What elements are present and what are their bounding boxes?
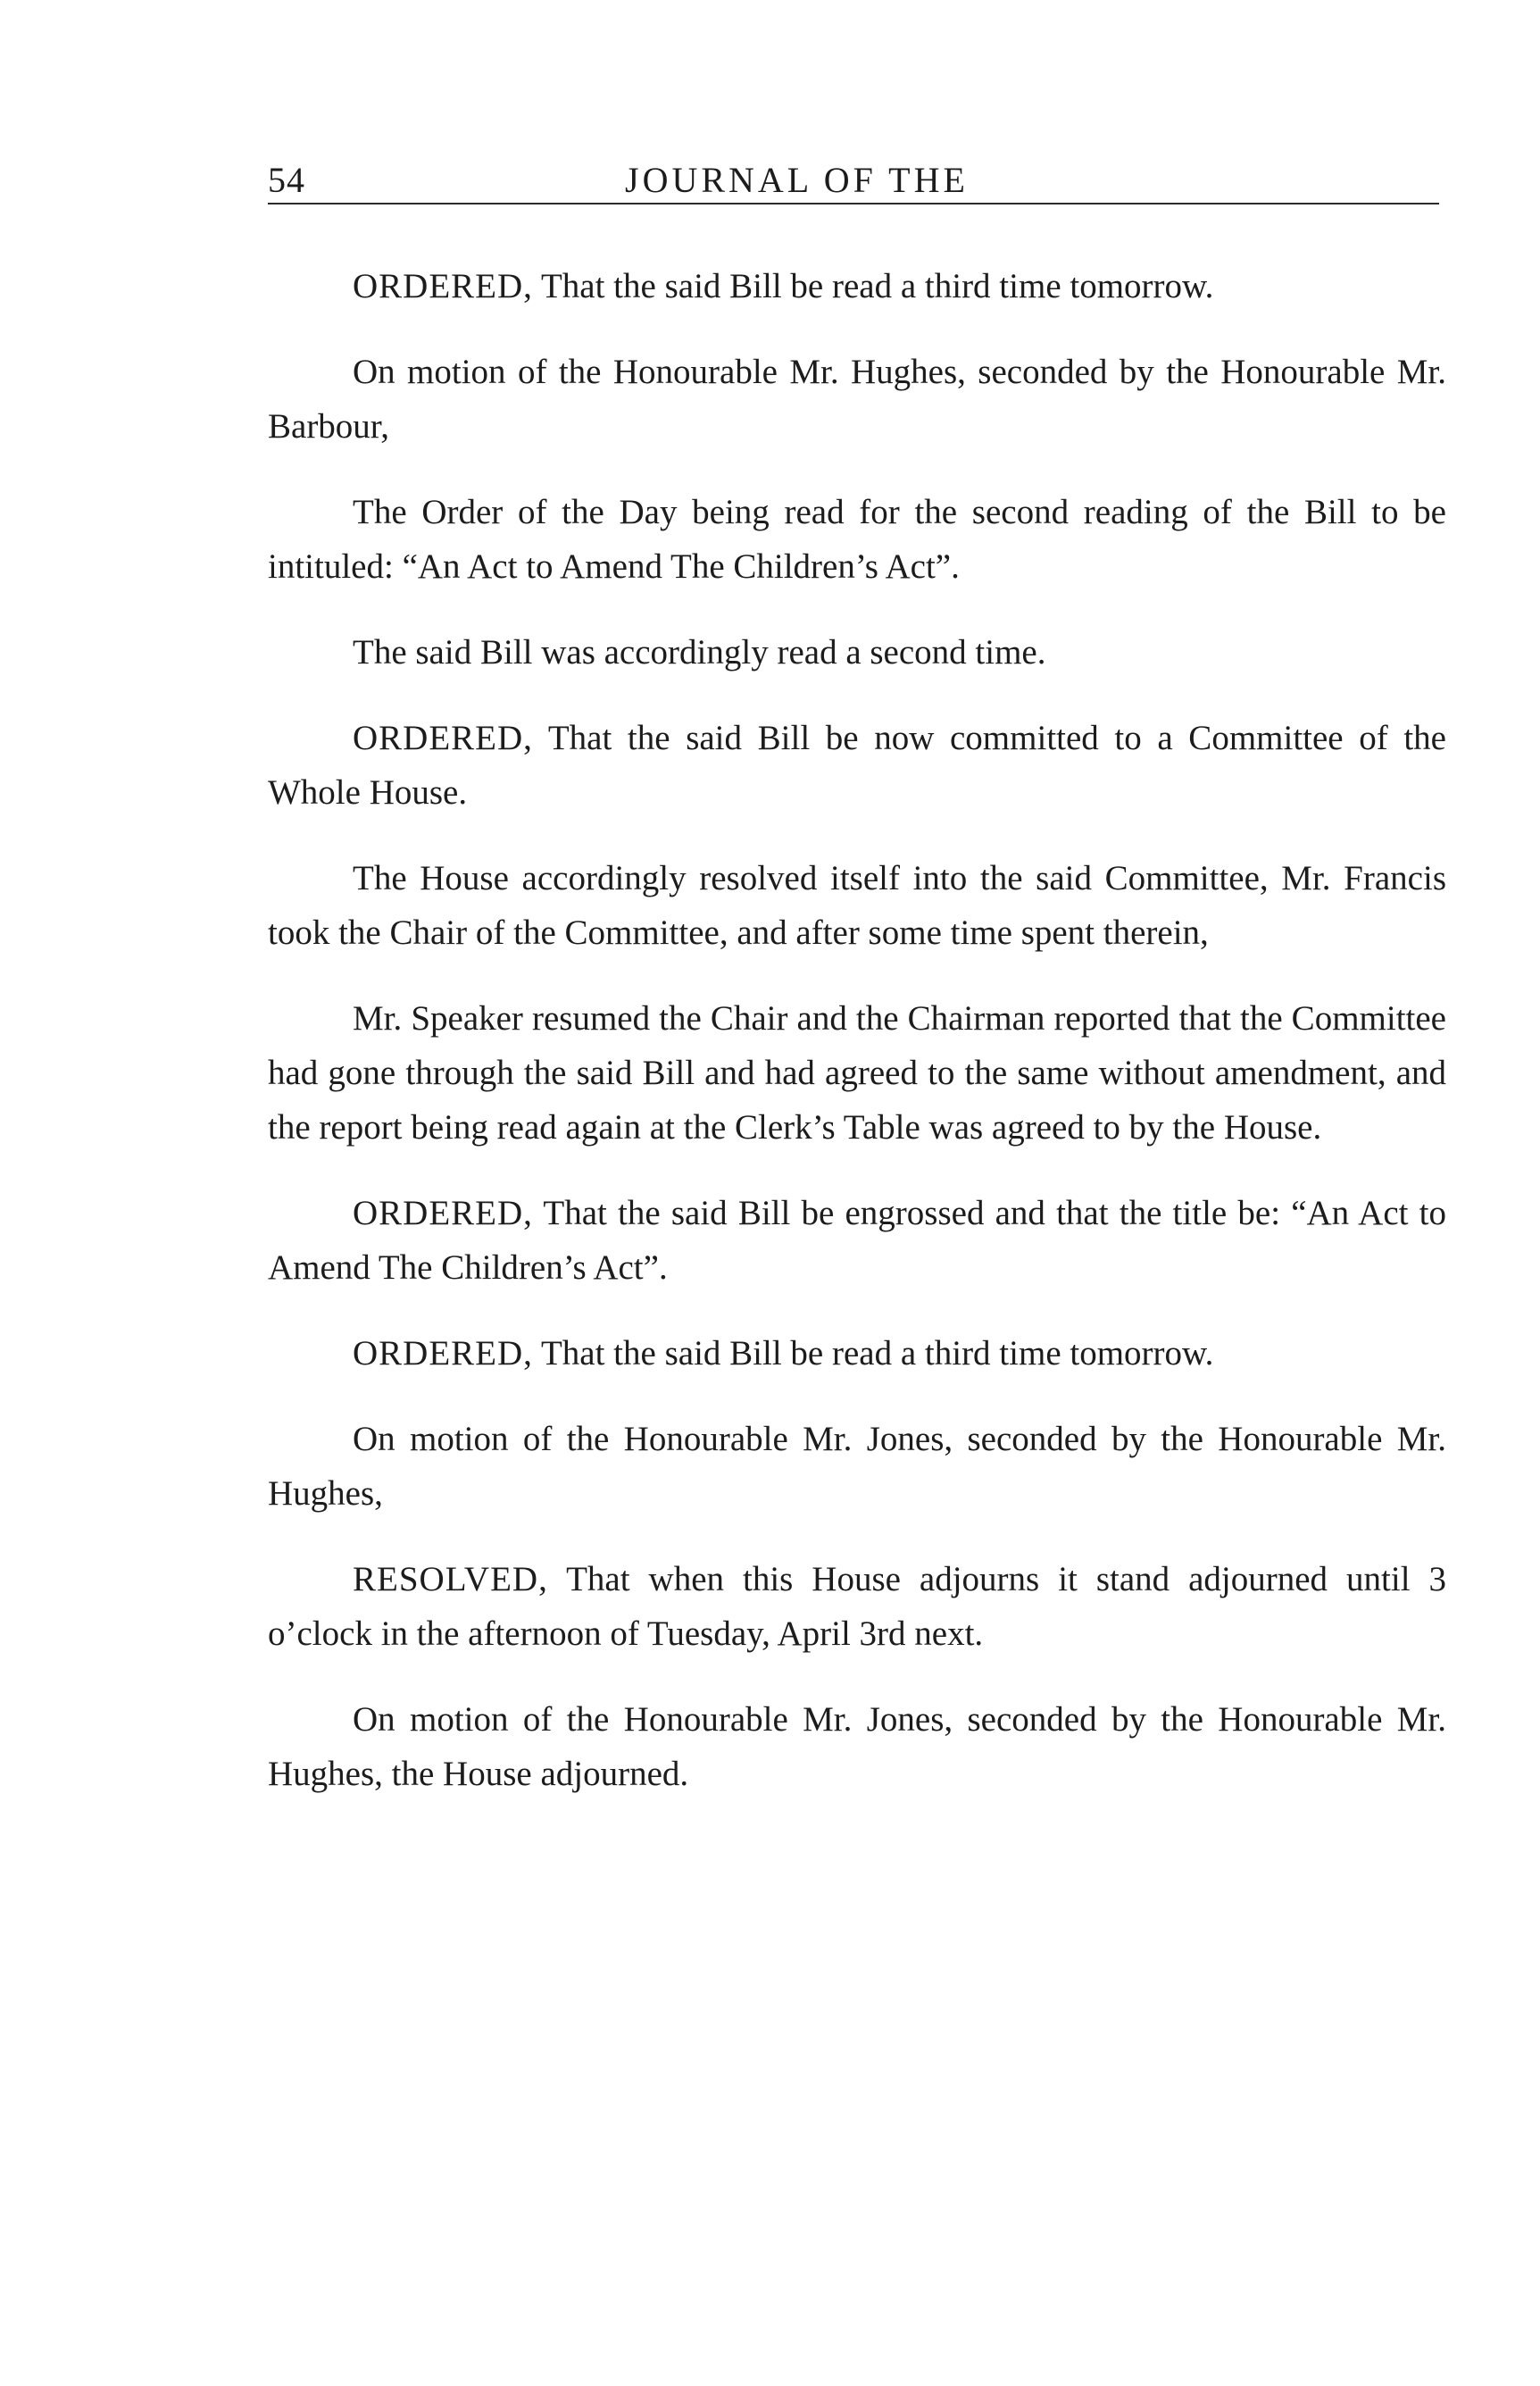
paragraph-order-of-day — [268, 485, 1446, 594]
paragraph-house-adjourned — [268, 1692, 1446, 1801]
paragraph-text: The House accordingly resolved itself into the said Committee, Mr. Francis took the Chair of the Committee, and after some time spent therein, — [268, 859, 1446, 952]
paragraph-text: That the said Bill be engrossed and that the title be: “An Act to Amend The Children’s Act”. — [268, 1194, 1446, 1287]
paragraph-lead: ORDERED, — [353, 267, 533, 305]
paragraph-text: The said Bill was accordingly read a second time. — [353, 633, 1046, 672]
paragraph-text: That the said Bill be read a third time tomorrow. — [540, 267, 1214, 305]
paragraph-speaker-resumed — [268, 991, 1446, 1155]
paragraph-resolved-adjourn — [268, 1552, 1446, 1661]
page-header — [268, 159, 1437, 205]
journal-body — [268, 259, 1446, 1832]
paragraph-motion-jones-hughes — [268, 1412, 1446, 1521]
paragraph-text: That the said Bill be read a third time tomorrow. — [540, 1334, 1214, 1372]
paragraph-ordered-engrossed — [268, 1186, 1446, 1295]
paragraph-ordered-committed — [268, 711, 1446, 820]
paragraph-committee-resolved — [268, 851, 1446, 960]
paragraph-lead: RESOLVED, — [353, 1560, 548, 1598]
paragraph-text: On motion of the Honourable Mr. Hughes, seconded by the Honourable Mr. Barbour, — [268, 353, 1446, 446]
paragraph-lead: ORDERED, — [353, 719, 533, 757]
paragraph-lead: ORDERED, — [353, 1194, 533, 1232]
paragraph-lead: ORDERED, — [353, 1334, 533, 1372]
paragraph-second-reading — [268, 625, 1446, 680]
paragraph-text: The Order of the Day being read for the second reading of the Bill to be intituled: “An Act to Amend The Children’s Act”. — [268, 493, 1446, 586]
paragraph-text: That when this House adjourns it stand adjourned until 3 o’clock in the afternoon of Tuesday, April 3rd next. — [268, 1560, 1446, 1653]
paragraph-ordered-third-reading — [268, 259, 1446, 313]
paragraph-ordered-third-reading-2 — [268, 1326, 1446, 1381]
page-number: 54 — [268, 160, 305, 200]
paragraph-text: That the said Bill be now committed to a Committee of the Whole House. — [268, 719, 1446, 812]
running-title: JOURNAL OF THE — [625, 160, 969, 200]
header-rule — [268, 203, 1439, 204]
paragraph-text: On motion of the Honourable Mr. Jones, seconded by the Honourable Mr. Hughes, the House adjourned. — [268, 1700, 1446, 1793]
paragraph-motion-hughes-barbour — [268, 345, 1446, 454]
paragraph-text: Mr. Speaker resumed the Chair and the Chairman reported that the Committee had gone through the said Bill and had agreed to the same without amendment, and the report being read again at the Clerk’s Table was agreed to by the House. — [268, 999, 1446, 1147]
paragraph-text: On motion of the Honourable Mr. Jones, seconded by the Honourable Mr. Hughes, — [268, 1420, 1446, 1513]
